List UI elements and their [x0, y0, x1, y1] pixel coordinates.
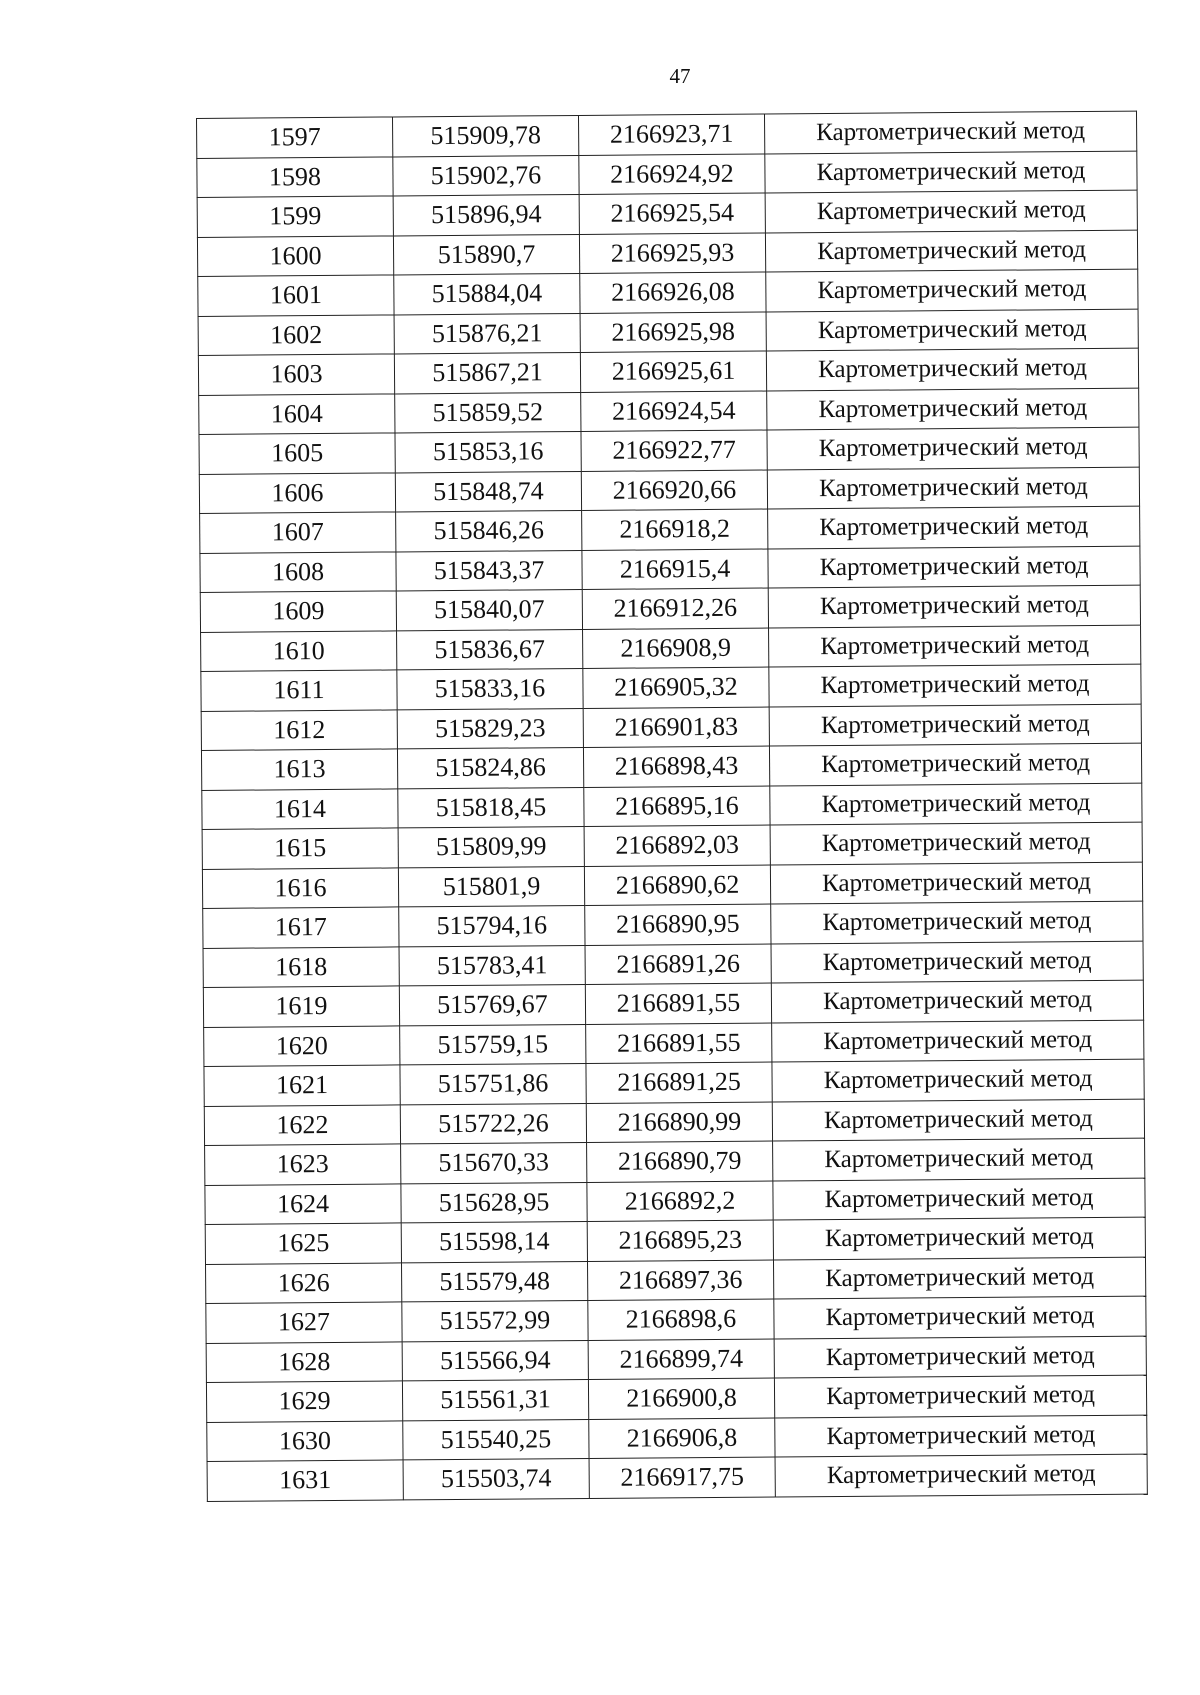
method-cell: Картометрический метод — [766, 309, 1138, 351]
y-coordinate-cell: 2166925,93 — [579, 233, 765, 274]
method-cell: Картометрический метод — [771, 941, 1143, 983]
method-cell: Картометрический метод — [774, 1375, 1146, 1417]
y-coordinate-cell: 2166897,36 — [587, 1259, 773, 1300]
coordinates-table — [196, 111, 1148, 1502]
point-number-cell: 1628 — [206, 1341, 402, 1382]
method-cell: Картометрический метод — [769, 625, 1141, 667]
x-coordinate-cell: 515909,78 — [392, 115, 578, 156]
method-cell: Картометрический метод — [771, 980, 1143, 1022]
point-number-cell: 1629 — [206, 1381, 402, 1422]
y-coordinate-cell: 2166899,74 — [588, 1338, 774, 1379]
y-coordinate-cell: 2166895,23 — [587, 1220, 773, 1261]
y-coordinate-cell: 2166891,55 — [585, 983, 771, 1024]
table-row — [199, 388, 1139, 435]
method-cell: Картометрический метод — [765, 230, 1137, 272]
x-coordinate-cell: 515840,07 — [396, 589, 582, 630]
method-cell: Картометрический метод — [773, 1257, 1145, 1299]
method-cell: Картометрический метод — [774, 1336, 1146, 1378]
method-cell: Картометрический метод — [766, 348, 1138, 390]
x-coordinate-cell: 515566,94 — [402, 1340, 588, 1381]
method-cell: Картометрический метод — [765, 190, 1137, 232]
y-coordinate-cell: 2166905,32 — [583, 667, 769, 708]
method-cell: Картометрический метод — [768, 585, 1140, 627]
y-coordinate-cell: 2166925,54 — [579, 193, 765, 234]
y-coordinate-cell: 2166925,98 — [580, 312, 766, 353]
point-number-cell: 1610 — [201, 630, 397, 671]
y-coordinate-cell: 2166901,83 — [583, 707, 769, 748]
method-cell: Картометрический метод — [764, 111, 1136, 153]
method-cell: Картометрический метод — [768, 506, 1140, 548]
y-coordinate-cell: 2166900,8 — [588, 1378, 774, 1419]
y-coordinate-cell: 2166908,9 — [583, 628, 769, 669]
method-cell: Картометрический метод — [770, 862, 1142, 904]
point-number-cell: 1614 — [202, 788, 398, 829]
method-cell: Картометрический метод — [772, 1099, 1144, 1141]
y-coordinate-cell: 2166926,08 — [580, 272, 766, 313]
y-coordinate-cell: 2166924,92 — [579, 154, 765, 195]
x-coordinate-cell: 515848,74 — [395, 471, 581, 512]
y-coordinate-cell: 2166924,54 — [581, 391, 767, 432]
x-coordinate-cell: 515540,25 — [403, 1419, 589, 1460]
table-row — [204, 1020, 1144, 1067]
table-row — [201, 625, 1141, 672]
table-row — [206, 1336, 1146, 1383]
point-number-cell: 1616 — [202, 867, 398, 908]
table-row — [198, 348, 1138, 395]
y-coordinate-cell: 2166923,71 — [578, 114, 764, 155]
x-coordinate-cell: 515902,76 — [393, 155, 579, 196]
method-cell: Картометрический метод — [772, 1059, 1144, 1101]
table-row — [207, 1454, 1147, 1501]
point-number-cell: 1611 — [201, 670, 397, 711]
point-number-cell: 1601 — [198, 275, 394, 316]
table-row — [204, 1059, 1144, 1106]
x-coordinate-cell: 515890,7 — [393, 234, 579, 275]
x-coordinate-cell: 515579,48 — [401, 1261, 587, 1302]
table-row — [201, 664, 1141, 711]
x-coordinate-cell: 515759,15 — [400, 1024, 586, 1065]
point-number-cell: 1626 — [206, 1262, 402, 1303]
table-row — [198, 309, 1138, 356]
point-number-cell: 1624 — [205, 1183, 401, 1224]
x-coordinate-cell: 515884,04 — [394, 273, 580, 314]
point-number-cell: 1608 — [200, 551, 396, 592]
y-coordinate-cell: 2166891,26 — [585, 944, 771, 985]
y-coordinate-cell: 2166891,55 — [586, 1023, 772, 1064]
table-row — [199, 427, 1139, 474]
table-row — [197, 151, 1137, 198]
point-number-cell: 1603 — [198, 354, 394, 395]
table-row — [198, 269, 1138, 316]
x-coordinate-cell: 515859,52 — [395, 392, 581, 433]
method-cell: Картометрический метод — [773, 1217, 1145, 1259]
point-number-cell: 1617 — [203, 907, 399, 948]
table-row — [203, 941, 1143, 988]
table-row — [202, 862, 1142, 909]
y-coordinate-cell: 2166890,99 — [586, 1102, 772, 1143]
point-number-cell: 1597 — [197, 117, 393, 158]
point-number-cell: 1622 — [204, 1104, 400, 1145]
method-cell: Картометрический метод — [767, 427, 1139, 469]
method-cell: Картометрический метод — [770, 822, 1142, 864]
y-coordinate-cell: 2166895,16 — [584, 786, 770, 827]
y-coordinate-cell: 2166918,2 — [582, 509, 768, 550]
point-number-cell: 1612 — [201, 709, 397, 750]
table-row — [200, 546, 1140, 593]
point-number-cell: 1620 — [204, 1025, 400, 1066]
x-coordinate-cell: 515876,21 — [394, 313, 580, 354]
point-number-cell: 1615 — [202, 828, 398, 869]
y-coordinate-cell: 2166892,2 — [587, 1181, 773, 1222]
table-row — [197, 230, 1137, 277]
x-coordinate-cell: 515561,31 — [402, 1379, 588, 1420]
x-coordinate-cell: 515833,16 — [397, 668, 583, 709]
point-number-cell: 1630 — [207, 1420, 403, 1461]
method-cell: Картометрический метод — [767, 388, 1139, 430]
method-cell: Картометрический метод — [769, 704, 1141, 746]
y-coordinate-cell: 2166915,4 — [582, 549, 768, 590]
x-coordinate-cell: 515783,41 — [399, 945, 585, 986]
y-coordinate-cell: 2166898,6 — [588, 1299, 774, 1340]
y-coordinate-cell: 2166890,79 — [587, 1141, 773, 1182]
x-coordinate-cell: 515846,26 — [396, 510, 582, 551]
table-row — [205, 1178, 1145, 1225]
table-row — [197, 111, 1137, 158]
point-number-cell: 1631 — [207, 1460, 403, 1501]
table-row — [202, 783, 1142, 830]
table-row — [202, 822, 1142, 869]
point-number-cell: 1607 — [200, 512, 396, 553]
y-coordinate-cell: 2166917,75 — [589, 1457, 775, 1498]
x-coordinate-cell: 515503,74 — [403, 1458, 589, 1499]
point-number-cell: 1621 — [204, 1065, 400, 1106]
x-coordinate-cell: 515801,9 — [398, 866, 584, 907]
method-cell: Картометрический метод — [773, 1138, 1145, 1180]
x-coordinate-cell: 515769,67 — [399, 984, 585, 1025]
y-coordinate-cell: 2166912,26 — [582, 588, 768, 629]
table-row — [203, 980, 1143, 1027]
table-row — [206, 1257, 1146, 1304]
point-number-cell: 1605 — [199, 433, 395, 474]
y-coordinate-cell: 2166892,03 — [584, 825, 770, 866]
x-coordinate-cell: 515670,33 — [401, 1142, 587, 1183]
x-coordinate-cell: 515751,86 — [400, 1063, 586, 1104]
method-cell: Картометрический метод — [772, 1020, 1144, 1062]
method-cell: Картометрический метод — [775, 1454, 1147, 1496]
point-number-cell: 1619 — [203, 986, 399, 1027]
method-cell: Картометрический метод — [769, 743, 1141, 785]
table-row — [201, 743, 1141, 790]
point-number-cell: 1600 — [197, 235, 393, 276]
x-coordinate-cell: 515843,37 — [396, 550, 582, 591]
x-coordinate-cell: 515628,95 — [401, 1182, 587, 1223]
x-coordinate-cell: 515853,16 — [395, 431, 581, 472]
table-row — [199, 467, 1139, 514]
table-row — [197, 190, 1137, 237]
y-coordinate-cell: 2166891,25 — [586, 1062, 772, 1103]
y-coordinate-cell: 2166898,43 — [583, 746, 769, 787]
point-number-cell: 1598 — [197, 156, 393, 197]
table-row — [205, 1217, 1145, 1264]
point-number-cell: 1627 — [206, 1302, 402, 1343]
method-cell: Картометрический метод — [775, 1415, 1147, 1457]
y-coordinate-cell: 2166890,95 — [585, 904, 771, 945]
point-number-cell: 1604 — [199, 393, 395, 434]
x-coordinate-cell: 515896,94 — [393, 194, 579, 235]
point-number-cell: 1609 — [200, 591, 396, 632]
coordinates-table-wrapper — [196, 111, 1147, 1502]
method-cell: Картометрический метод — [773, 1178, 1145, 1220]
x-coordinate-cell: 515794,16 — [399, 905, 585, 946]
x-coordinate-cell: 515867,21 — [394, 352, 580, 393]
method-cell: Картометрический метод — [770, 783, 1142, 825]
y-coordinate-cell: 2166890,62 — [584, 865, 770, 906]
method-cell: Картометрический метод — [768, 546, 1140, 588]
y-coordinate-cell: 2166920,66 — [581, 470, 767, 511]
y-coordinate-cell: 2166925,61 — [580, 351, 766, 392]
table-row — [200, 506, 1140, 553]
point-number-cell: 1618 — [203, 946, 399, 987]
table-row — [201, 704, 1141, 751]
method-cell: Картометрический метод — [774, 1296, 1146, 1338]
x-coordinate-cell: 515572,99 — [402, 1300, 588, 1341]
point-number-cell: 1625 — [205, 1223, 401, 1264]
table-row — [200, 585, 1140, 632]
table-row — [206, 1375, 1146, 1422]
table-row — [205, 1138, 1145, 1185]
table-row — [204, 1099, 1144, 1146]
table-row — [207, 1415, 1147, 1462]
x-coordinate-cell: 515836,67 — [397, 629, 583, 670]
page-number: 47 — [669, 64, 691, 88]
method-cell: Картометрический метод — [767, 467, 1139, 509]
method-cell: Картометрический метод — [766, 269, 1138, 311]
x-coordinate-cell: 515818,45 — [398, 787, 584, 828]
x-coordinate-cell: 515598,14 — [401, 1221, 587, 1262]
method-cell: Картометрический метод — [771, 901, 1143, 943]
x-coordinate-cell: 515809,99 — [398, 826, 584, 867]
point-number-cell: 1602 — [198, 314, 394, 355]
point-number-cell: 1599 — [197, 196, 393, 237]
point-number-cell: 1623 — [205, 1144, 401, 1185]
y-coordinate-cell: 2166922,77 — [581, 430, 767, 471]
table-row — [206, 1296, 1146, 1343]
x-coordinate-cell: 515722,26 — [400, 1103, 586, 1144]
table-row — [203, 901, 1143, 948]
method-cell: Картометрический метод — [769, 664, 1141, 706]
y-coordinate-cell: 2166906,8 — [589, 1417, 775, 1458]
x-coordinate-cell: 515824,86 — [397, 747, 583, 788]
point-number-cell: 1606 — [199, 472, 395, 513]
x-coordinate-cell: 515829,23 — [397, 708, 583, 749]
coordinates-table-body — [197, 111, 1148, 1501]
point-number-cell: 1613 — [201, 749, 397, 790]
method-cell: Картометрический метод — [765, 151, 1137, 193]
